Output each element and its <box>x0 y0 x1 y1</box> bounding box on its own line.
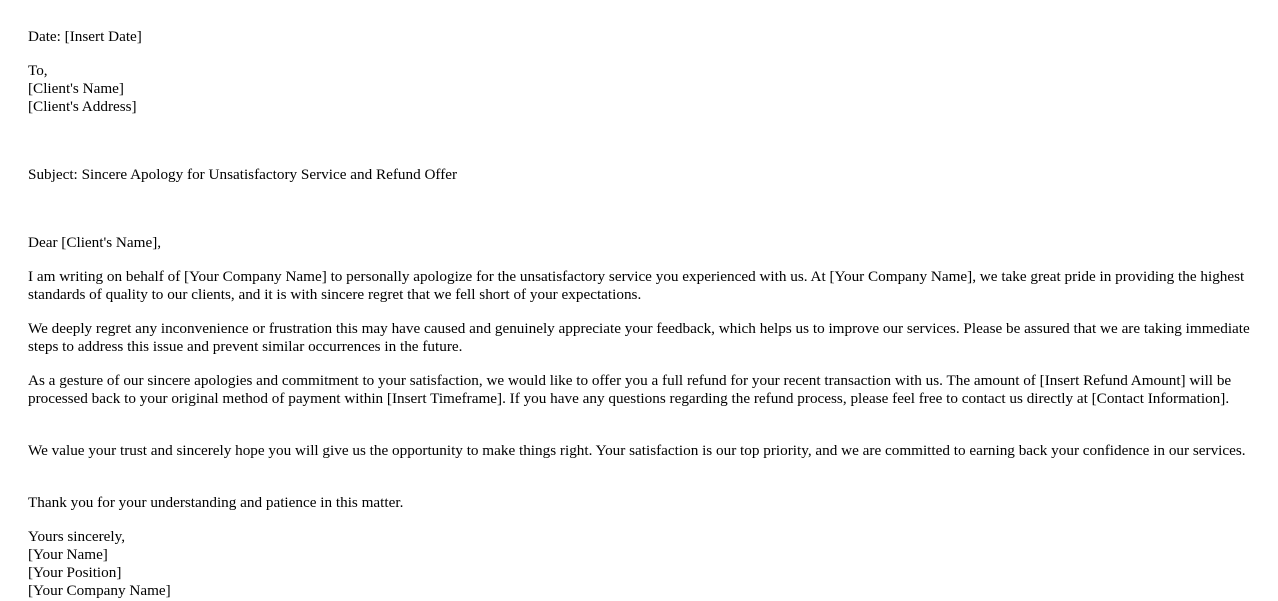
subject-line: Subject: Sincere Apology for Unsatisfactory Service and Refund Offer <box>28 166 458 183</box>
body-paragraph: We deeply regret any inconvenience or frustration this may have caused and genuinely appreciate your feedback, which helps us to improve our services. Please be assured that we are taking immediate steps to address this issue and prevent similar occurrences in the future. <box>28 320 1250 355</box>
closing-signoff: Yours sincerely, <box>28 528 126 545</box>
sender-name: [Your Name] <box>28 546 108 563</box>
recipient-name: [Client's Name] <box>28 80 124 97</box>
recipient-salutation: To, <box>28 62 48 79</box>
body-paragraph: Thank you for your understanding and patience in this matter. <box>28 494 404 511</box>
body-paragraph: As a gesture of our sincere apologies and commitment to your satisfaction, we would like to offer you a full refund for your recent transaction with us. The amount of [Insert Refund Amount] will be processed back to your original method of payment within [Insert Timeframe]. If you have any questions regarding the refund process, please feel free to contact us directly at [Contact Information]. <box>28 372 1232 407</box>
recipient-address: [Client's Address] <box>28 98 137 115</box>
body-paragraph: I am writing on behalf of [Your Company Name] to personally apologize for the unsatisfactory service you experienced with us. At [Your Company Name], we take great pride in providing the highest standards of quality to our clients, and it is with sincere regret that we fell short of your expectations. <box>28 268 1245 303</box>
sender-company: [Your Company Name] <box>28 582 171 599</box>
recipient-block <box>28 62 1254 116</box>
greeting-line: Dear [Client's Name], <box>28 234 162 251</box>
closing-block <box>28 528 1254 600</box>
sender-position: [Your Position] <box>28 564 122 581</box>
body-paragraph: We value your trust and sincerely hope you will give us the opportunity to make things right. Your satisfaction is our top priority, and we are committed to earning back your confidence in our services. <box>28 442 1246 459</box>
date-line: Date: [Insert Date] <box>28 28 142 45</box>
